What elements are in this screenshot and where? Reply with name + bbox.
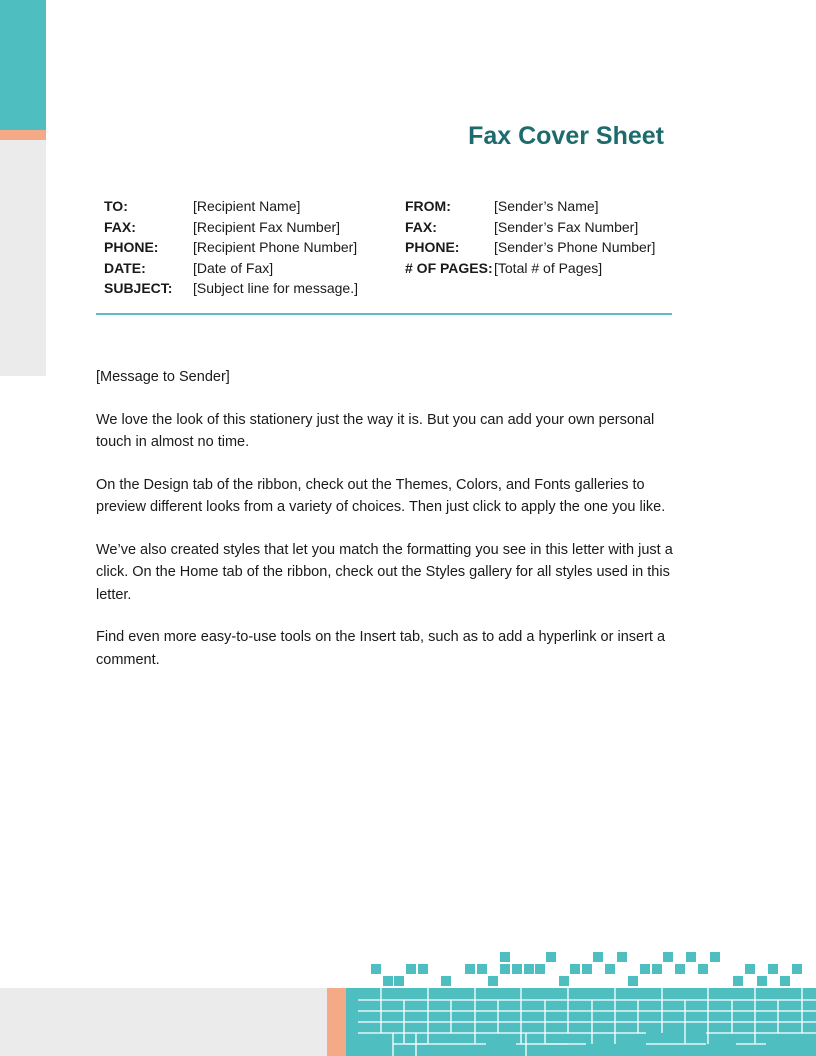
message-greeting: [Message to Sender] (96, 369, 230, 385)
footer-pixel-pattern (346, 940, 816, 1056)
sender-fax-row (405, 217, 655, 238)
sender-phone-row (405, 237, 655, 258)
field-label: SUBJECT: (104, 280, 173, 296)
recipient-fax-value: [Recipient Fax Number] (193, 218, 341, 235)
page-title: Fax Cover Sheet (468, 122, 664, 150)
pages-value: [Total # of Pages] (494, 259, 603, 276)
message-paragraph: Find even more easy-to-use tools on the Insert tab, such as to add a hyperlink or insert a comment. (96, 629, 666, 668)
header-orange-stripe (0, 130, 46, 140)
message-body (96, 366, 686, 691)
subject-value: [Subject line for message.] (193, 280, 358, 296)
header-teal-bar (0, 0, 46, 130)
field-label: FAX: (104, 218, 136, 235)
sidebar-grey-panel (0, 140, 46, 376)
field-label: # OF PAGES: (405, 259, 493, 276)
header-divider (96, 313, 672, 315)
date-row (104, 258, 358, 279)
pages-row (405, 258, 655, 279)
message-paragraph: On the Design tab of the ribbon, check out the Themes, Colors, and Fonts galleries to preview different looks from a variety of choices. Then just click to apply the one you like. (96, 476, 666, 515)
field-label: TO: (104, 198, 128, 214)
recipient-to-row (104, 196, 358, 217)
field-label: PHONE: (405, 239, 460, 255)
field-label: DATE: (104, 259, 146, 276)
date-value: [Date of Fax] (193, 259, 274, 276)
field-label: FAX: (405, 218, 437, 235)
footer-grey-band (0, 988, 327, 1056)
recipient-info (104, 196, 358, 299)
field-label: FROM: (405, 198, 451, 214)
recipient-phone-row (104, 237, 358, 258)
message-paragraph: We love the look of this stationery just the way it is. But you can add your own personal touch in almost no time. (96, 411, 655, 450)
recipient-phone-value: [Recipient Phone Number] (193, 239, 358, 255)
sender-info (405, 196, 655, 278)
sender-from-row (405, 196, 655, 217)
recipient-fax-row (104, 217, 358, 238)
field-label: PHONE: (104, 239, 159, 255)
footer-floating-squares (371, 952, 802, 986)
sender-fax-value: [Sender’s Fax Number] (494, 218, 639, 235)
sender-phone-value: [Sender’s Phone Number] (494, 239, 656, 255)
message-paragraph: We’ve also created styles that let you match the formatting you see in this letter with just a click. On the Home tab of the ribbon, check out the Styles gallery for all styles used in this letter. (96, 541, 673, 603)
footer-orange-stripe (327, 988, 346, 1056)
subject-row (104, 278, 358, 299)
sender-name-value: [Sender’s Name] (494, 198, 599, 214)
recipient-name-value: [Recipient Name] (193, 198, 301, 214)
